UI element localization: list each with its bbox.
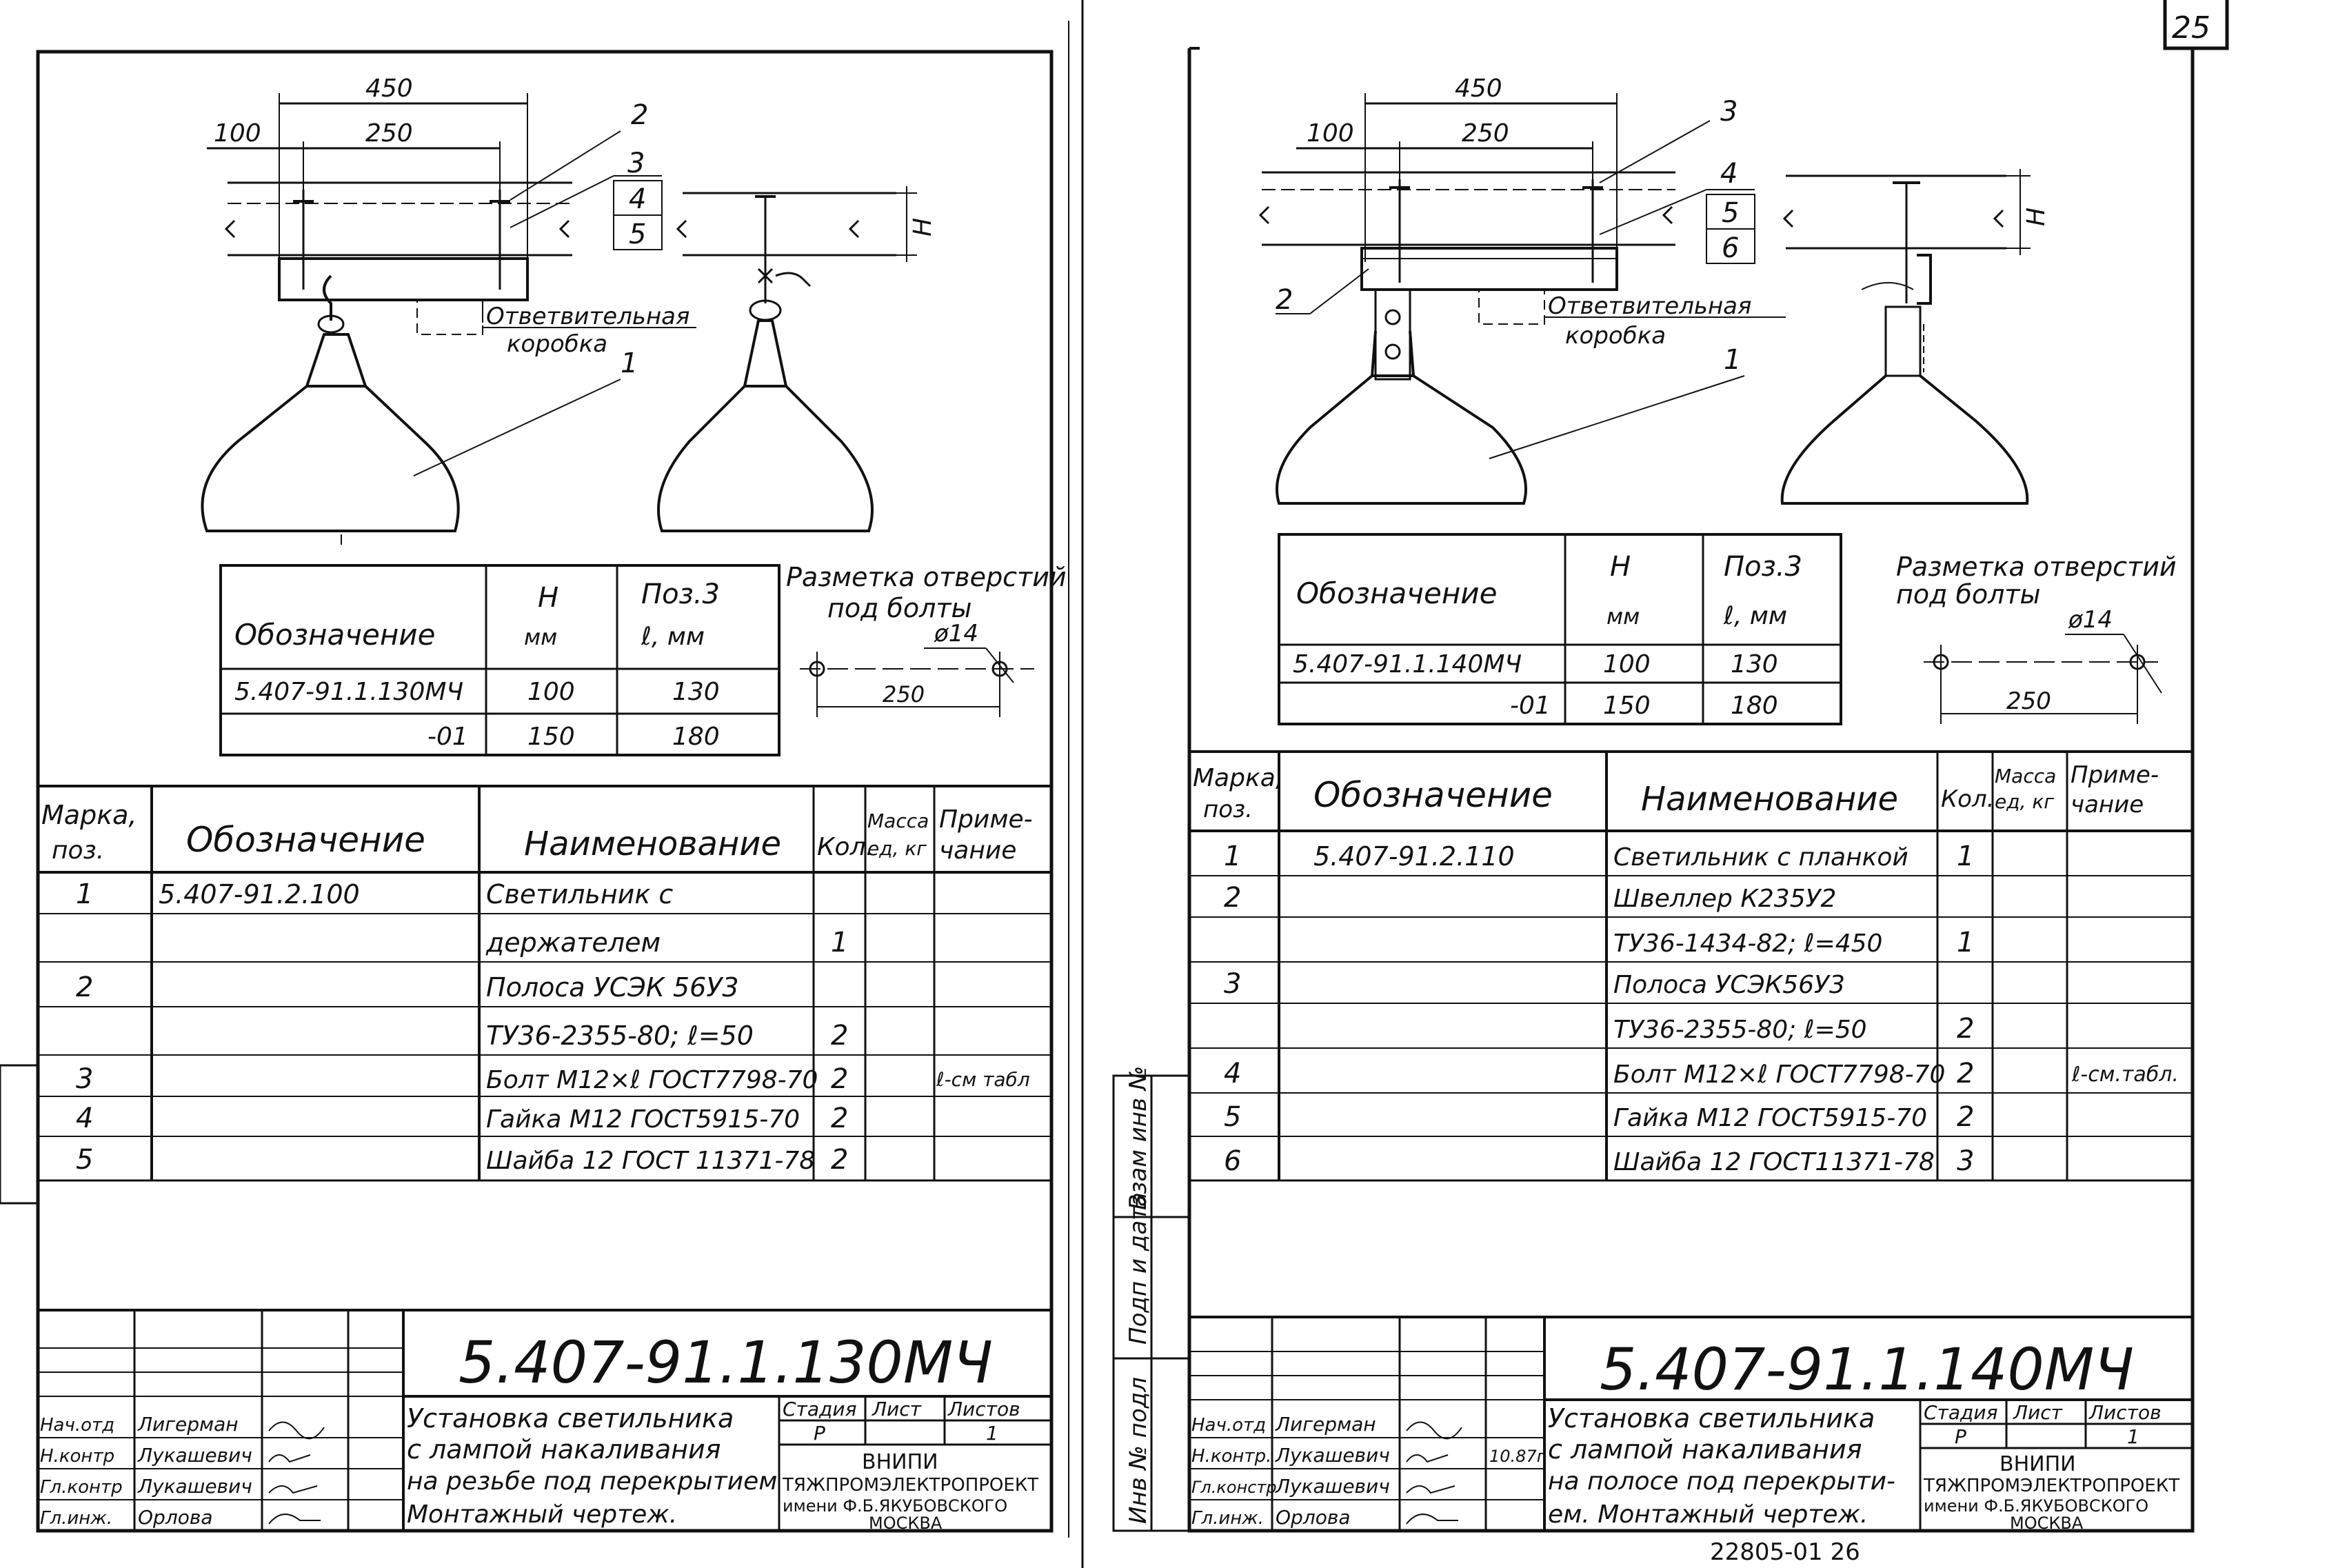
right-staff-3-role: Гл.инж. [1191,1508,1264,1529]
right-pos-6: 6 [1722,232,1740,264]
left-spec-h-mark2: поз. [52,836,105,865]
left-title-line-2: с лампой накаливания [407,1434,721,1465]
right-pos-5: 5 [1722,197,1740,229]
left-spec-r6-mark: 5 [76,1144,94,1176]
right-vt-h-l: ℓ, мм [1724,602,1788,630]
left-spec-h-qty: Кол. [817,833,874,861]
left-spec-r3-name: ТУ36-2355-80; ℓ=50 [486,1021,754,1051]
right-spec-r4-name: ТУ36-2355-80; ℓ=50 [1613,1016,1867,1044]
left-pos-3: 3 [627,148,645,179]
right-pos-4: 4 [1720,158,1738,190]
right-box-label-1: Ответвительная [1548,292,1752,320]
left-dim-450: 450 [365,74,413,103]
left-vt-r0-designation: 5.407-91.1.130МЧ [234,678,464,706]
right-spec-r5-qty: 2 [1957,1058,1975,1089]
right-spec-r2-qty: 1 [1957,927,1975,958]
right-staff-1-role: Н.контр. [1191,1446,1272,1467]
right-spec-h-mark: Марка, [1193,764,1284,792]
right-spec-r0-designation: 5.407-91.2.110 [1313,841,1515,872]
left-spec-h-mass2: ед, кг [867,837,927,860]
right-spec-r2-name: ТУ36-1434-82; ℓ=450 [1613,929,1883,958]
stamp-replace-inv: Взам инв № [1125,1065,1152,1210]
right-vt-r0-H: 100 [1603,650,1651,679]
right-spec-r7-mark: 6 [1224,1145,1242,1177]
left-title-line-3: на резьбе под перекрытием [407,1467,778,1496]
right-vt-r0-l: 130 [1731,650,1778,679]
right-staff-0-role: Нач.отд [1191,1415,1267,1436]
right-vt-r0-designation: 5.407-91.1.140МЧ [1293,650,1522,679]
left-org-4: МОСКВА [869,1514,943,1533]
left-spec-r0-mark: 1 [76,878,94,910]
right-spec-h-note: Приме- [2071,761,2159,789]
right-dim-450: 450 [1455,74,1502,103]
right-title-line-4: ем. Монтажный чертеж. [1548,1500,1868,1529]
left-drawing-code: 5.407-91.1.130МЧ [459,1329,993,1396]
right-spec-r0-mark: 1 [1224,841,1242,872]
right-marking-title: Разметка отверстий [1896,552,2177,582]
left-spec-r4-qty: 2 [831,1063,849,1095]
left-dim-100: 100 [214,119,261,148]
left-spec-r0-designation: 5.407-91.2.100 [159,879,360,909]
left-org-3: имени Ф.Б.ЯКУБОВСКОГО [783,1496,1008,1516]
right-vt-h-H: H [1610,551,1631,583]
stamp-inv-orig: Инв № подл [1125,1377,1152,1524]
right-staff-3-name: Орлова [1276,1506,1351,1529]
right-dim-100: 100 [1307,119,1354,148]
right-staff-1-name: Лукашевич [1276,1444,1390,1467]
left-marking-dim-250: 250 [883,681,925,707]
left-box-label-2: коробка [507,330,608,358]
left-spec-r1-name: держателем [486,927,661,958]
right-staff-2-role: Гл.констр [1191,1478,1277,1497]
right-spec-r1-mark: 2 [1224,882,1242,914]
left-vt-h-H: H [538,582,559,614]
left-marking-title-2: под болты [827,593,972,623]
right-box-label-2: коробка [1565,322,1666,350]
left-staff-0-role: Нач.отд [40,1415,115,1436]
left-stage-v: Р [814,1422,825,1445]
left-staff-3-role: Гл.инж. [40,1508,112,1529]
right-spec-r7-qty: 3 [1957,1145,1975,1177]
left-org-2: ТЯЖПРОМЭЛЕКТРОПРОЕКТ [783,1475,1039,1496]
right-spec-r6-mark: 5 [1224,1101,1242,1133]
right-spec-h-mass2: ед, кг [1995,790,2055,813]
right-staff-0-name: Лигерман [1276,1413,1376,1436]
left-spec-r5-name: Гайка М12 ГОСТ5915-70 [486,1105,800,1134]
right-sheets-v: 1 [2127,1425,2139,1448]
right-drawing-code: 5.407-91.1.140МЧ [1600,1336,2134,1403]
left-spec-h-mass: Масса [867,810,929,832]
right-spec-r7-name: Шайба 12 ГОСТ11371-78 [1613,1148,1935,1176]
left-spec-r4-note: ℓ-см табл [936,1068,1030,1091]
right-date: 10.87г [1489,1447,1546,1466]
left-spec-r5-qty: 2 [831,1103,849,1134]
left-title-line-4: Монтажный чертеж. [407,1500,678,1529]
right-vt-r1-H: 150 [1603,692,1651,720]
right-org-4: МОСКВА [2010,1514,2084,1533]
right-sheet-h: Лист [2013,1401,2062,1424]
right-vt-r1-l: 180 [1731,692,1778,720]
left-pos-5: 5 [629,219,647,250]
left-vt-r1-designation: -01 [427,723,468,751]
right-spec-h-note2: чание [2071,791,2144,818]
right-staff-2-name: Лукашевич [1276,1475,1390,1498]
right-spec-r6-name: Гайка М12 ГОСТ5915-70 [1613,1104,1928,1132]
left-spec-r5-mark: 4 [76,1103,94,1134]
left-spec-r6-qty: 2 [831,1144,849,1176]
page-number: 25 [2172,10,2210,46]
left-vt-r0-l: 130 [672,678,720,706]
right-vt-h-mm: мм [1606,603,1640,630]
left-sheets-v: 1 [986,1422,998,1445]
right-spec-r5-name: Болт М12×ℓ ГОСТ7798-70 [1613,1061,1946,1089]
left-pos-2: 2 [631,99,649,131]
right-pos-2: 2 [1276,284,1293,316]
right-spec-r3-name: Полоса УСЭК56У3 [1613,971,1845,999]
right-spec-r1-name: Швеллер К235У2 [1613,885,1837,913]
left-staff-3-name: Орлова [138,1506,213,1529]
right-vt-h-pos3: Поз.3 [1724,551,1802,583]
left-hole-dia: ø14 [934,620,979,647]
left-spec-r4-mark: 3 [76,1063,94,1095]
left-spec-h-note: Приме- [939,805,1033,834]
right-marking-title-2: под болты [1896,579,2041,610]
left-pos-4: 4 [629,183,647,215]
left-vt-r0-H: 100 [527,678,575,706]
right-spec-r5-mark: 4 [1224,1058,1242,1089]
right-stage-v: Р [1955,1425,1966,1448]
left-spec-r6-name: Шайба 12 ГОСТ 11371-78 [486,1147,816,1175]
left-spec-r2-mark: 2 [76,972,94,1003]
left-sheets-h: Листов [948,1398,1020,1420]
left-staff-0-name: Лигерман [138,1413,239,1436]
right-spec-h-designation: Обозначение [1313,775,1553,815]
stamp-sign-date: Подп и дата [1125,1192,1152,1345]
right-sheets-h: Листов [2089,1401,2162,1424]
right-spec-r3-mark: 3 [1224,968,1242,1000]
right-org-3: имени Ф.Б.ЯКУБОВСКОГО [1924,1496,2149,1516]
right-title-line-1: Установка светильника [1548,1403,1875,1434]
left-pos-1: 1 [621,348,638,379]
right-h-label: H [2022,207,2051,226]
left-spec-r4-name: Болт М12×ℓ ГОСТ7798-70 [486,1066,818,1094]
left-vt-h-designation: Обозначение [234,618,436,652]
right-spec-h-name: Наименование [1641,780,1899,818]
right-org-2: ТЯЖПРОМЭЛЕКТРОПРОЕКТ [1924,1476,2180,1496]
left-staff-1-role: Н.контр [40,1446,115,1467]
left-spec-h-name: Наименование [524,825,782,863]
left-spec-r1-qty: 1 [831,927,849,958]
right-title-line-2: с лампой накаливания [1548,1434,1862,1465]
left-dim-250: 250 [365,119,413,148]
right-spec-r0-name: Светильник с планкой [1613,843,1908,872]
left-spec-h-designation: Обозначение [186,820,425,860]
right-spec-h-mass: Масса [1995,765,2057,787]
right-org-1: ВНИПИ [2000,1452,2076,1476]
left-spec-r2-name: Полоса УСЭК 56У3 [486,972,739,1003]
right-spec-h-mark2: поз. [1203,796,1253,823]
left-vt-h-l: ℓ, мм [641,623,705,651]
left-stage-h: Стадия [783,1398,857,1420]
left-spec-r0-name: Светильник с [486,879,674,909]
left-marking-title: Разметка отверстий [786,562,1067,592]
left-vt-h-mm: мм [524,624,558,650]
right-spec-r5-note: ℓ-см.табл. [2072,1063,2179,1087]
right-title-line-3: на полосе под перекрыти- [1548,1467,1895,1496]
right-pos-1: 1 [1724,344,1742,376]
left-spec-r3-qty: 2 [831,1020,849,1052]
right-spec-r6-qty: 2 [1957,1101,1975,1133]
right-hole-dia: ø14 [2068,606,2113,634]
left-box-label-1: Ответвительная [486,303,690,330]
left-sheet-h: Лист [872,1398,921,1420]
right-spec-h-qty: Кол. [1941,785,1995,813]
left-staff-2-role: Гл.контр [40,1477,123,1498]
right-spec-r4-qty: 2 [1957,1013,1975,1045]
right-pos-3: 3 [1720,96,1738,128]
left-title-line-1: Установка светильника [407,1403,734,1434]
left-spec-h-note2: чание [939,836,1017,865]
bottom-note: 22805-01 26 [1710,1538,1860,1566]
left-org-1: ВНИПИ [862,1450,938,1474]
right-marking-dim-250: 250 [2006,687,2051,715]
left-vt-h-pos3: Поз.3 [641,579,720,610]
right-spec-r0-qty: 1 [1957,841,1975,872]
right-vt-h-designation: Обозначение [1296,576,1498,610]
right-dim-250: 250 [1462,119,1509,148]
left-spec-h-mark: Марка, [41,800,137,830]
right-stage-h: Стадия [1924,1401,1998,1424]
right-vt-r1-designation: -01 [1510,692,1551,720]
left-h-label: H [909,217,937,237]
left-vt-r1-l: 180 [672,723,720,751]
left-vt-r1-H: 150 [527,723,575,751]
left-staff-2-name: Лукашевич [138,1475,252,1498]
left-staff-1-name: Лукашевич [138,1444,252,1467]
